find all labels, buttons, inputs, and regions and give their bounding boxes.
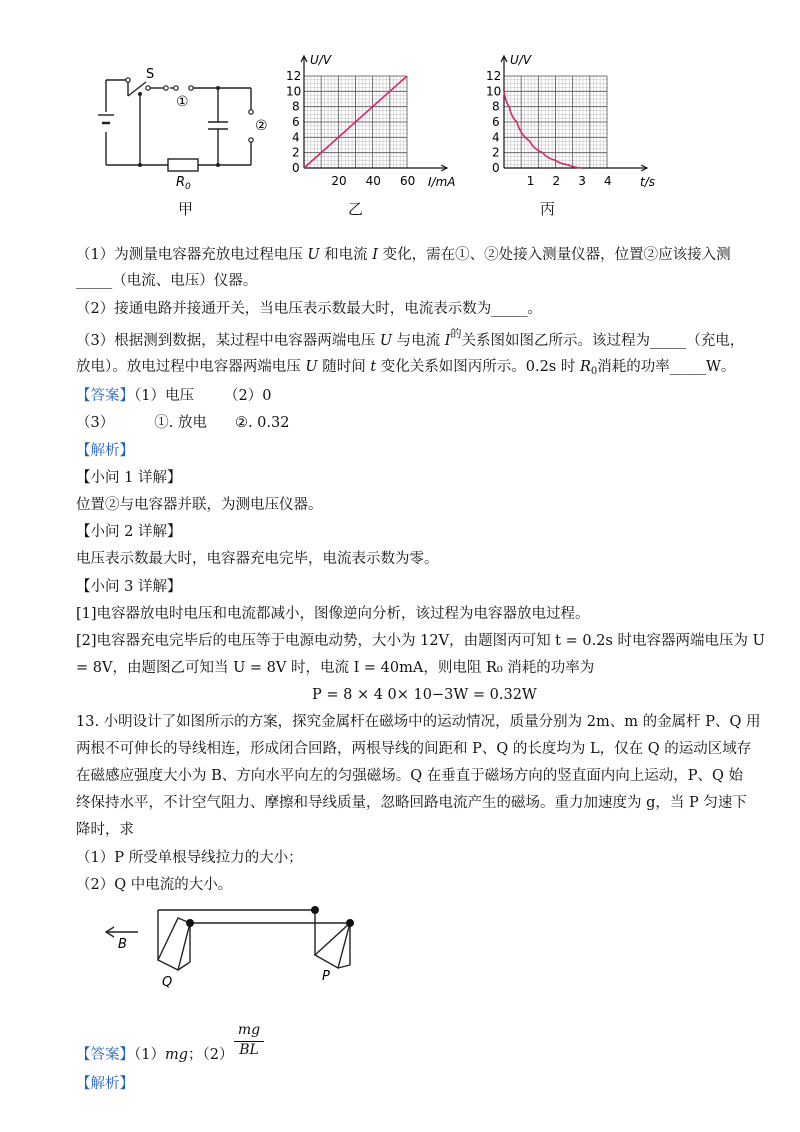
q13-sub-1: （1）P 所受单根导线拉力的大小； [76, 850, 303, 866]
y-tick-label: 0 [492, 161, 500, 175]
sub3-line-2: [2]电容器充电完毕后的电压等于电源电动势，大小为 12V，由题图丙可知 t = 0.2s 时电容器两端电压为 U [76, 633, 765, 649]
q13-sub-2: （2）Q 中电流的大小。 [76, 877, 233, 893]
analysis-label-2: 【解析】 [76, 1076, 134, 1092]
q13-line-4: 终保持水平，不计空气阻力、摩擦和导线质量，忽略回路电流产生的磁场。重力加速度为 g，当 P 匀速下 [76, 795, 747, 811]
sub1-body: 位置②与电容器并联，为测电压仪器。 [76, 497, 323, 513]
rod-q-label: Q [162, 975, 173, 990]
y-tick-label: 6 [292, 115, 300, 129]
answer-line-1: 【答案】（1）电压 （2）0 [76, 388, 272, 404]
analysis-label: 【解析】 [76, 443, 134, 459]
answer-13: 【答案】（1）mg；（2） [76, 1047, 234, 1063]
switch-label: S [146, 67, 155, 82]
x-axis-label: t/s [640, 175, 655, 189]
y-tick-label: 12 [286, 69, 302, 83]
y-tick-label: 8 [492, 99, 500, 114]
figure-bing-caption: 丙 [540, 200, 556, 218]
question-3-cont: 放电）。放电过程中电容器两端电压 U 随时间 t 变化关系如图丙所示。0.2s 时 $R_0$消耗的功率_____W。 [76, 359, 736, 377]
resistor-label: $R_0$ [176, 175, 191, 192]
y-axis-label: U/V [510, 53, 532, 67]
power-equation: P = 8 × 4 0× 10−3W = 0.32W [312, 687, 537, 703]
circuit-diagram [96, 60, 286, 195]
x-tick-label: 40 [365, 174, 381, 188]
sub2-body: 电压表示数最大时，电容器充电完毕，电流表示数为零。 [76, 551, 439, 567]
sub3-line-3: = 8V，由题图乙可知当 U = 8V 时，电流 I = 40mA，则电阻 R₀ 消耗的功率为 [76, 660, 595, 676]
answer-line-2: （3） ①. 放电 ②. 0.32 [76, 415, 290, 431]
q13-line-2: 两根不可伸长的导线相连，形成闭合回路，两根导线的间距和 P、Q 的长度均为 L，仅在 Q 的运动区域存 [76, 741, 752, 757]
question-2: （2）接通电路并接通开关，当电压表示数最大时，电流表示数为_____。 [76, 301, 542, 317]
question-1-cont: _____（电流、电压）仪器。 [76, 273, 258, 289]
x-tick-label: 4 [604, 174, 612, 188]
sub3-heading: 【小问 3 详解】 [76, 579, 182, 595]
sub1-heading: 【小问 1 详解】 [76, 470, 182, 486]
figure-jia-caption: 甲 [178, 200, 194, 218]
sub2-heading: 【小问 2 详解】 [76, 524, 182, 540]
y-tick-label: 10 [286, 84, 302, 99]
figure-yi-caption: 乙 [348, 200, 364, 218]
y-tick-label: 2 [292, 145, 300, 160]
y-tick-label: 6 [492, 115, 500, 129]
y-tick-label: 2 [492, 145, 500, 160]
q13-line-3: 在磁感应强度大小为 B、方向水平向左的匀强磁场。Q 在垂直于磁场方向的竖直面内向上运动，P、Q 始 [76, 768, 744, 784]
y-tick-label: 10 [486, 84, 502, 99]
x-axis-label: I/mA [428, 175, 456, 189]
y-tick-label: 12 [486, 69, 502, 83]
sub3-line-1: [1]电容器放电时电压和电流都减小，图像逆向分析，该过程为电容器放电过程。 [76, 606, 590, 622]
y-tick-label: 4 [292, 130, 300, 145]
fraction-numerator: mg [237, 1022, 261, 1038]
y-tick-label: 0 [292, 161, 300, 175]
q13-line-1: 13. 小明设计了如图所示的方案，探究金属杆在磁场中的运动情况，质量分别为 2m、m 的金属杆 P、Q 用 [76, 714, 761, 730]
fraction-denominator: BL [239, 1042, 259, 1058]
x-tick-label: 1 [526, 174, 535, 188]
rods-diagram [100, 900, 370, 995]
y-tick-label: 8 [292, 99, 300, 114]
position-2-label: ② [255, 118, 268, 134]
rod-p-label: P [322, 969, 330, 984]
question-3: （3）根据测到数据，某过程中电容器两端电压 U 与电流 $I^的$关系图如图乙所示。该过程为_____（充电， [76, 327, 745, 349]
position-1-label: ① [176, 94, 189, 110]
x-tick-label: 20 [331, 174, 347, 188]
x-tick-label: 3 [578, 174, 586, 188]
y-tick-label: 4 [492, 130, 500, 145]
q13-line-5: 降时，求 [76, 822, 134, 838]
y-axis-label: U/V [310, 53, 332, 67]
question-1: （1）为测量电容器充放电过程电压 U 和电流 I 变化，需在①、②处接入测量仪器，位置②应该接入测 [76, 247, 731, 263]
x-tick-label: 2 [552, 174, 561, 188]
x-tick-label: 60 [400, 174, 416, 188]
chart-u-vs-i [282, 50, 472, 195]
chart-u-vs-t [482, 50, 672, 195]
field-label: B [118, 937, 127, 952]
